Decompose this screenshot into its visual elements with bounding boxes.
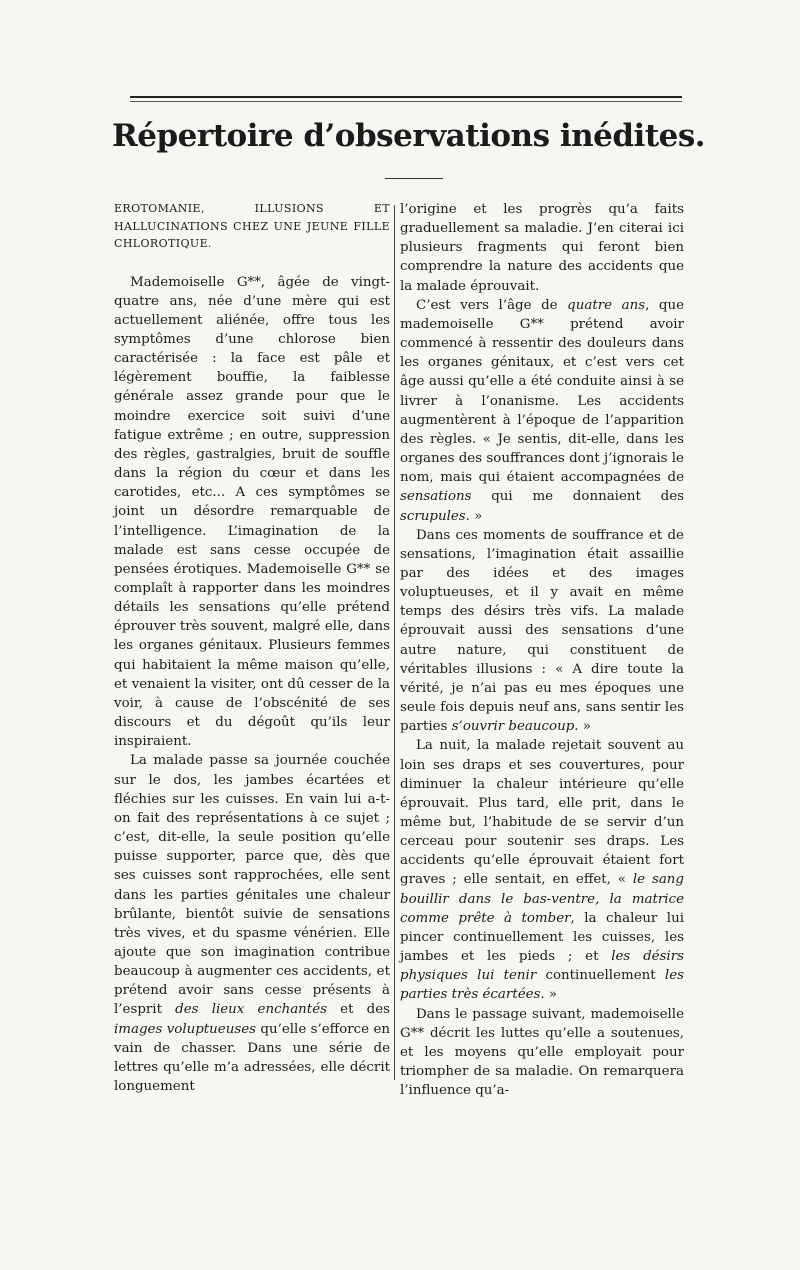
italic-text: quatre ans [567,297,646,313]
paragraph-text: . » [574,719,591,735]
paragraph-text: La malade passe sa journée couchée sur le dos, les jambes écartées et fléchies sur les cuisses. En vain lui a-t-on fait des représentations à ce sujet ; c’est, dit-elle, la seule position qu’elle puisse supporter, parce que, dès que ses cuisses sont rapprochées, elle sent dans les parties génitales une chaleur brûlante, bientôt suivie de sensations très vives, et du spasme vénérien. Elle ajoute que son imagination contribue beaucoup à augmenter ces accidents, et prétend avoir sans cesse présents à l’esprit [114,753,390,1018]
paragraph-text: , que mademoiselle G** prétend avoir commencé à ressentir des douleurs dans les organes génitaux, et c’est vers cet âge aussi qu’elle a été conduite ainsi à se livrer à l’onanisme. Les accidents augmentèrent à l’époque de l’apparition des règles. « Je sentis, dit-elle, dans les organes des souffrances dont j’ignorais le nom, mais qui étaient accompagnées de [400,297,685,486]
paragraph [400,200,684,296]
italic-text: les parties très écartées [400,968,684,1003]
column-divider [394,205,395,1080]
paragraph-text: continuellement [536,968,665,984]
paragraph [400,1005,684,1101]
right-column [400,200,684,1100]
italic-text: images voluptueuses [114,1021,257,1037]
top-rule [130,96,682,98]
italic-text: des lieux enchantés [175,1002,327,1018]
paragraph-text: C’est vers l’âge de [416,297,568,313]
paragraph-text: Mademoiselle G**, âgée de vingt-quatre ans, née d’une mère qui est actuellement aliénée, offre tous les symptômes d’une chlorose bien caractérisée : la face est pâle et légèrement bouffie, la faiblesse générale assez grande pour que le moindre exercice soit suivi d’une fatigue extrême ; en outre, suppression des règles, gastralgies, bruit de souffle dans la région du cœur et dans les carotides, etc... A ces symptômes se joint un désordre remarquable de l’intelligence. L’imagination de la malade est sans cesse occupée de pensées érotiques. Mademoiselle G** se complaît à rapporter dans les moindres détails les sensations qu’elle prétend éprouver très souvent, malgré elle, dans les organes génitaux. Plusieurs femmes qui habitaient la même maison qu’elle, et venaient la visiter, ont dû cesser de la voir, à cause de l’obscénité de ses discours et du dégoût qu’ils leur inspiraient. [114,274,390,750]
paragraph-text: Dans le passage suivant, mademoiselle G** décrit les luttes qu’elle a soutenues, et les moyens qu’elle employait pour triompher de sa maladie. On remarquera l’influence qu’a- [400,1006,684,1099]
paragraph [400,296,684,526]
paragraph-text: , la chaleur lui pincer continuellement les cuisses, les jambes et les pieds ; et [400,910,685,965]
title-underline [385,178,443,179]
italic-text: scrupules [400,508,466,524]
paragraph-text: l’origine et les progrès qu’a faits graduellement sa maladie. J’en citerai ici plusieurs fragments qui feront bien comprendre la nature des accidents que la malade éprouvait. [400,202,684,294]
page-title: Répertoire d’observations inédites. [112,118,706,154]
paragraph-text: qu’elle s’efforce en vain de chasser. Dans une série de lettres qu’elle m’a adressées, elle décrit longuement [114,1021,390,1095]
paragraph [114,273,390,752]
article-heading: EROTOMANIE, ILLUSIONS ET HALLUCINATIONS CHEZ UNE JEUNE FILLE CHLOROTIQUE. [114,202,390,250]
paragraph-text: . » [540,987,558,1003]
paragraph-text: et des [327,1002,391,1018]
paragraph [400,526,684,737]
top-rule-thin [130,101,682,102]
italic-text: les désirs physiques lui tenir [400,949,684,984]
left-column [114,200,390,1096]
italic-text: le sang bouillir dans le bas-ventre, la matrice comme prête à tomber [400,872,684,926]
paragraph-text: La nuit, la malade rejetait souvent au loin ses draps et ses couvertures, pour diminuer la chaleur intérieure qu’elle éprouvait. Plus tard, elle prit, dans le même but, l’habitude de se servir d’un cerceau pour soutenir ses draps. Les accidents qu’elle éprouvait étaient fort graves ; elle sentait, en effet, « [400,738,684,888]
paragraph-text: . » [465,508,483,524]
italic-text: sensations [400,489,472,505]
paragraph-text: qui me donnaient des [471,489,684,505]
italic-text: s’ouvrir beaucoup [451,719,575,735]
paragraph [114,751,390,1096]
paragraph [400,736,684,1004]
paragraph-text: Dans ces moments de souffrance et de sensations, l’imagination était assaillie par des idées et des images voluptueuses, et il y avait en même temps des désirs très vifs. La malade éprouvait aussi des sensations d’une autre nature, qui constituent de véritables illusions : « A dire toute la vérité, je n’ai pas eu mes époques une seule fois depuis neuf ans, sans sentir les parties [400,527,684,735]
